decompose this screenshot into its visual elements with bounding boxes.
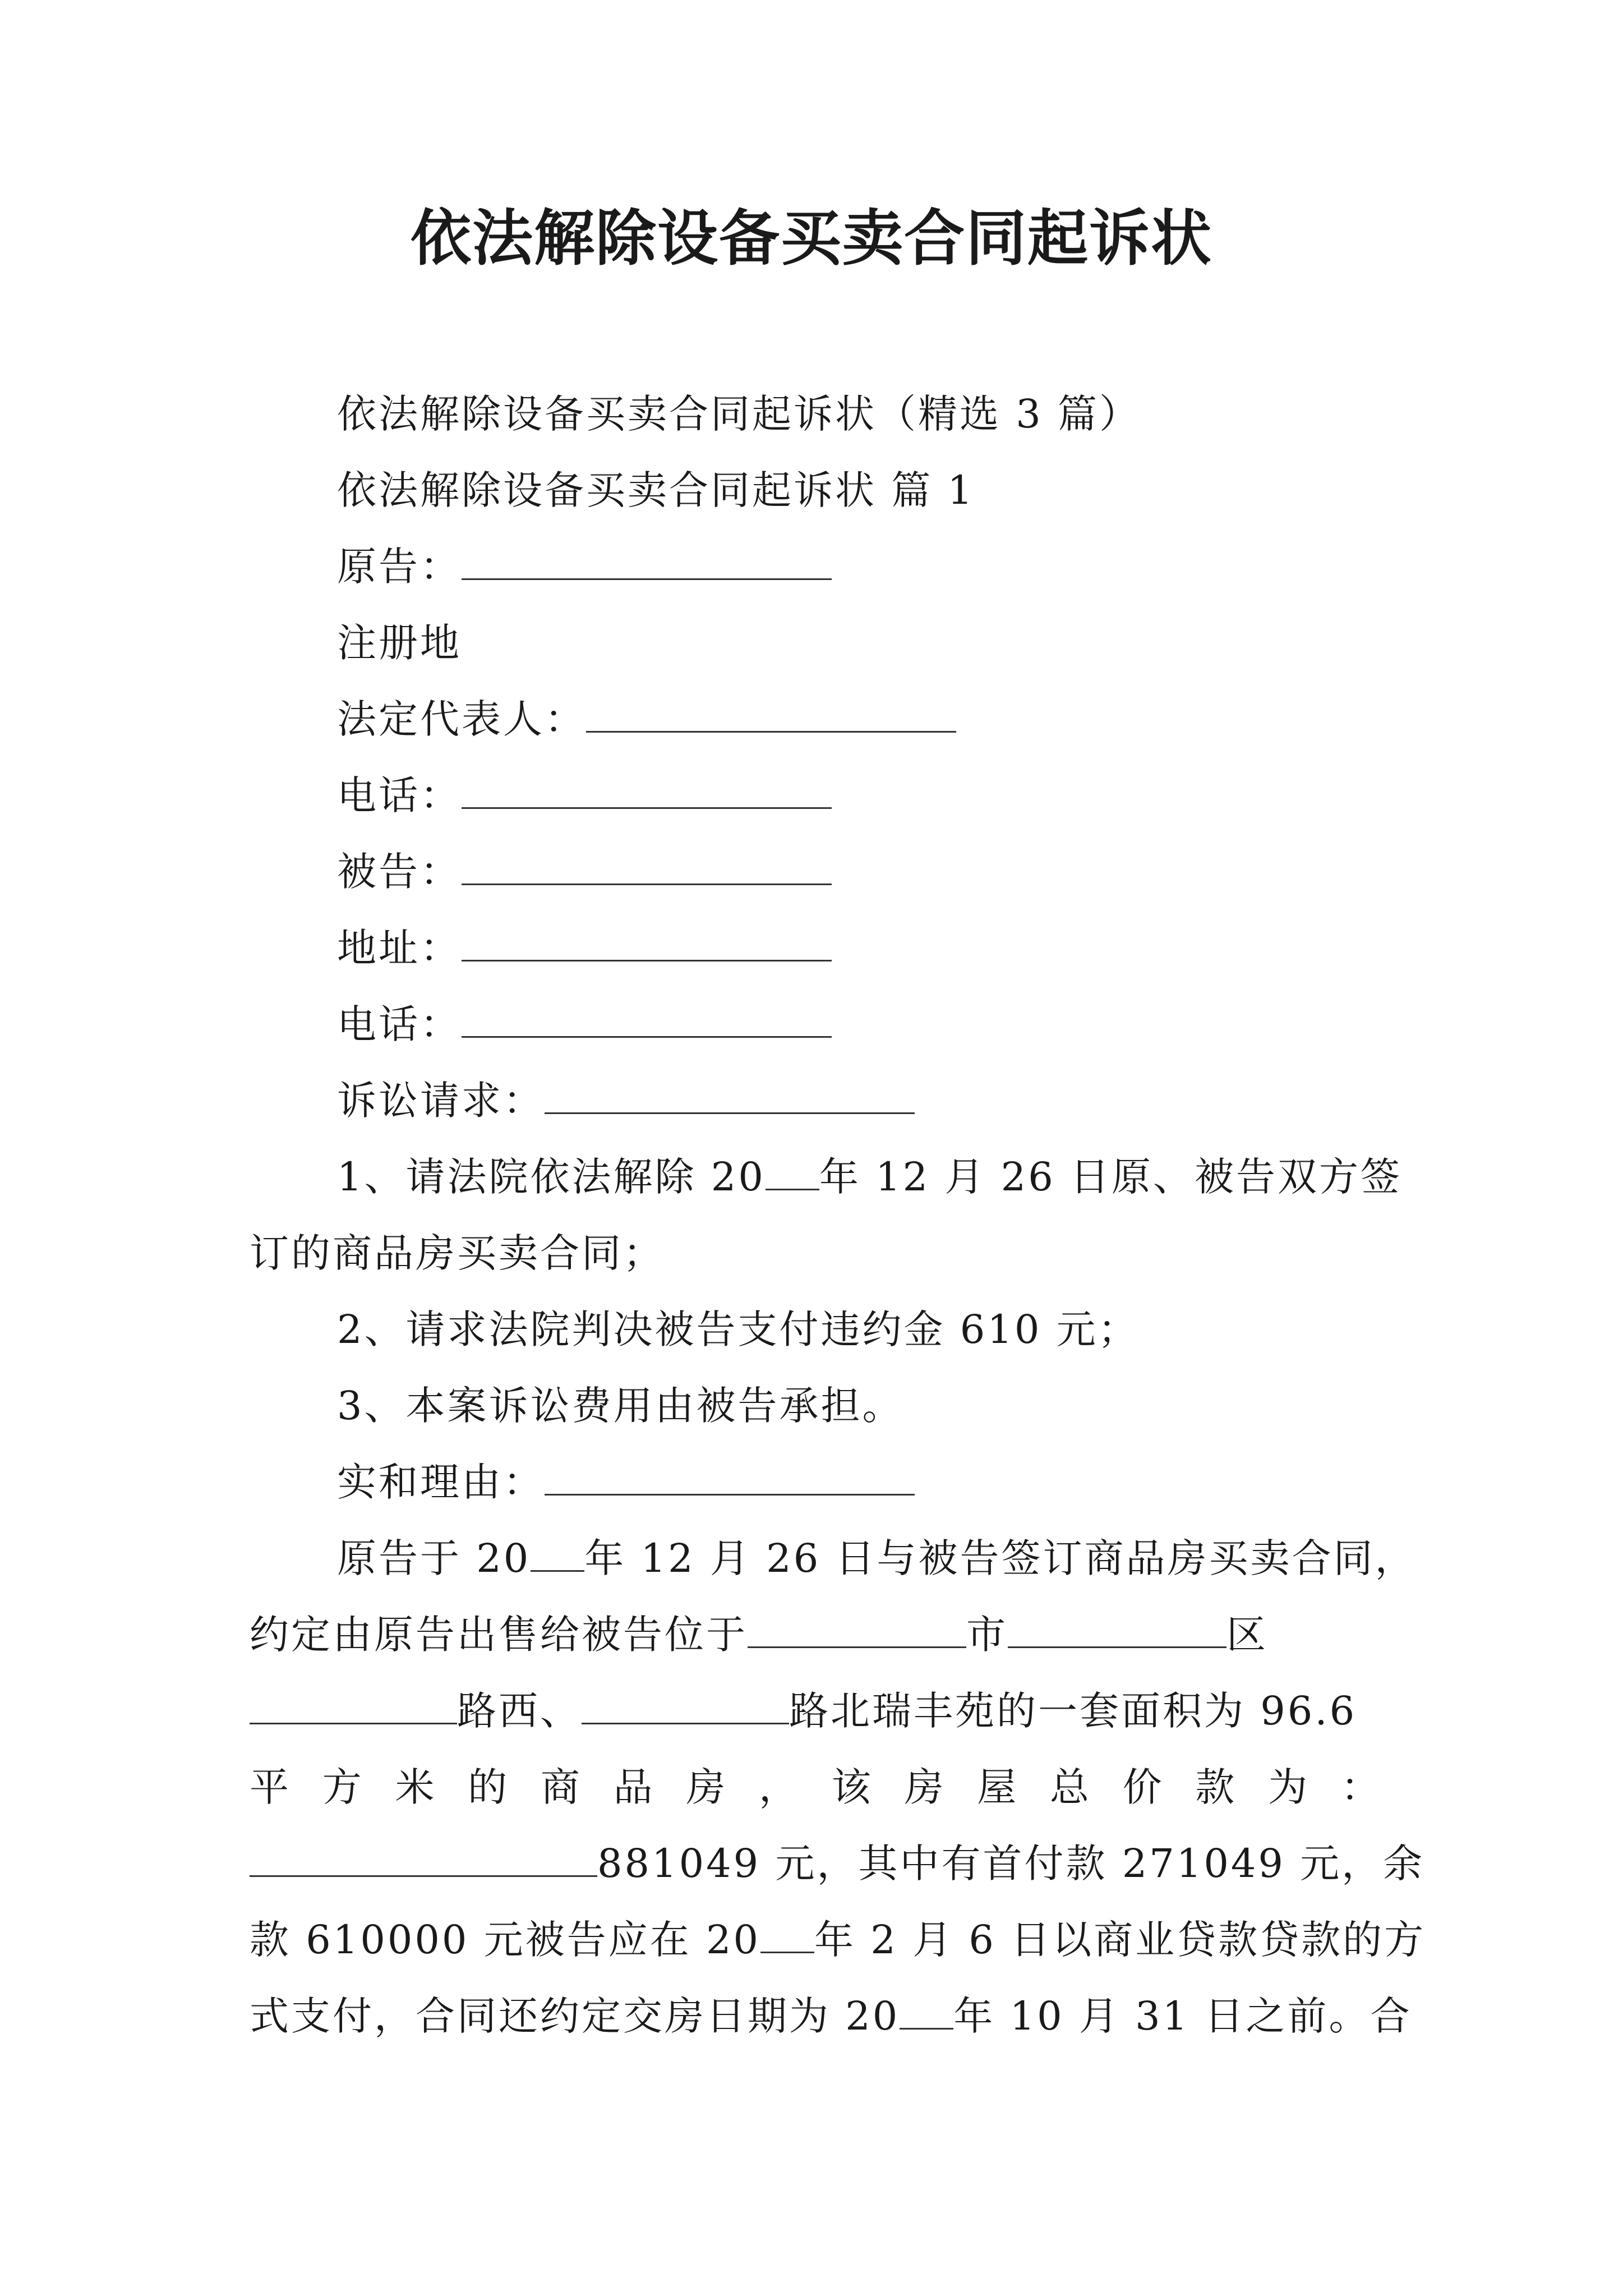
facts-blank (545, 1449, 915, 1496)
phone-blank-2 (462, 991, 832, 1038)
address-line: 地址： (250, 910, 1382, 986)
claim-3-line: 3、本案诉讼费用由被告承担。 (337, 1383, 904, 1429)
section-heading: 依法解除设备买卖合同起诉状 篇 1 (337, 467, 975, 513)
paragraph-line-1: 原告于 20 年 12 月 26 日与被告签订商品房买卖合同， (250, 1520, 1382, 1596)
facts-line: 实和理由： (250, 1444, 1382, 1520)
subtitle-line: 依法解除设备买卖合同起诉状（精选 3 篇） (337, 391, 1141, 437)
plaintiff-line: 原告： (250, 528, 1382, 605)
plaintiff-blank (462, 533, 832, 580)
claim-1-line: 1、请法院依法解除 20 年 12 月 26 日原、被告双方签 (250, 1139, 1382, 1215)
paragraph-line-6: 款 610000 元被告应在 20 年 2 月 6 日以商业贷款贷款的方 (250, 1902, 1382, 1978)
claims-blank (545, 1068, 915, 1114)
phone-line-2: 电话： (250, 986, 1382, 1062)
paragraph-line-5: 881049 元，其中有首付款 271049 元，余 (250, 1825, 1382, 1902)
phone-blank-1 (462, 762, 832, 809)
paragraph-line-3: 路西、 路北瑞丰苑的一套面积为 96.6 (250, 1673, 1382, 1749)
address-blank (462, 915, 832, 961)
document-body (250, 376, 1426, 2054)
claim-1-continued: 订的商品房买卖合同； (250, 1230, 665, 1276)
legal-rep-blank (586, 686, 956, 733)
phone-line-1: 电话： (250, 757, 1382, 834)
defendant-line: 被告： (250, 834, 1382, 910)
document-title: 依法解除设备买卖合同起诉状 (410, 203, 1212, 274)
defendant-blank (462, 839, 832, 885)
paragraph-line-2: 约定由原告出售给被告位于 市 区 (250, 1596, 1382, 1673)
claim-2-line: 2、请求法院判决被告支付违约金 610 元； (337, 1306, 1140, 1352)
claims-line: 诉讼请求： (250, 1062, 1382, 1139)
paragraph-line-7: 式支付，合同还约定交房日期为 20 年 10 月 31 日之前。合 (250, 1978, 1382, 2054)
paragraph-line-4: 平 方 米 的 商 品 房 ， 该 房 屋 总 价 款 为 ： (250, 1764, 1382, 1810)
registered-line: 注册地 (337, 620, 462, 666)
legal-rep-line: 法定代表人： (250, 681, 1382, 757)
